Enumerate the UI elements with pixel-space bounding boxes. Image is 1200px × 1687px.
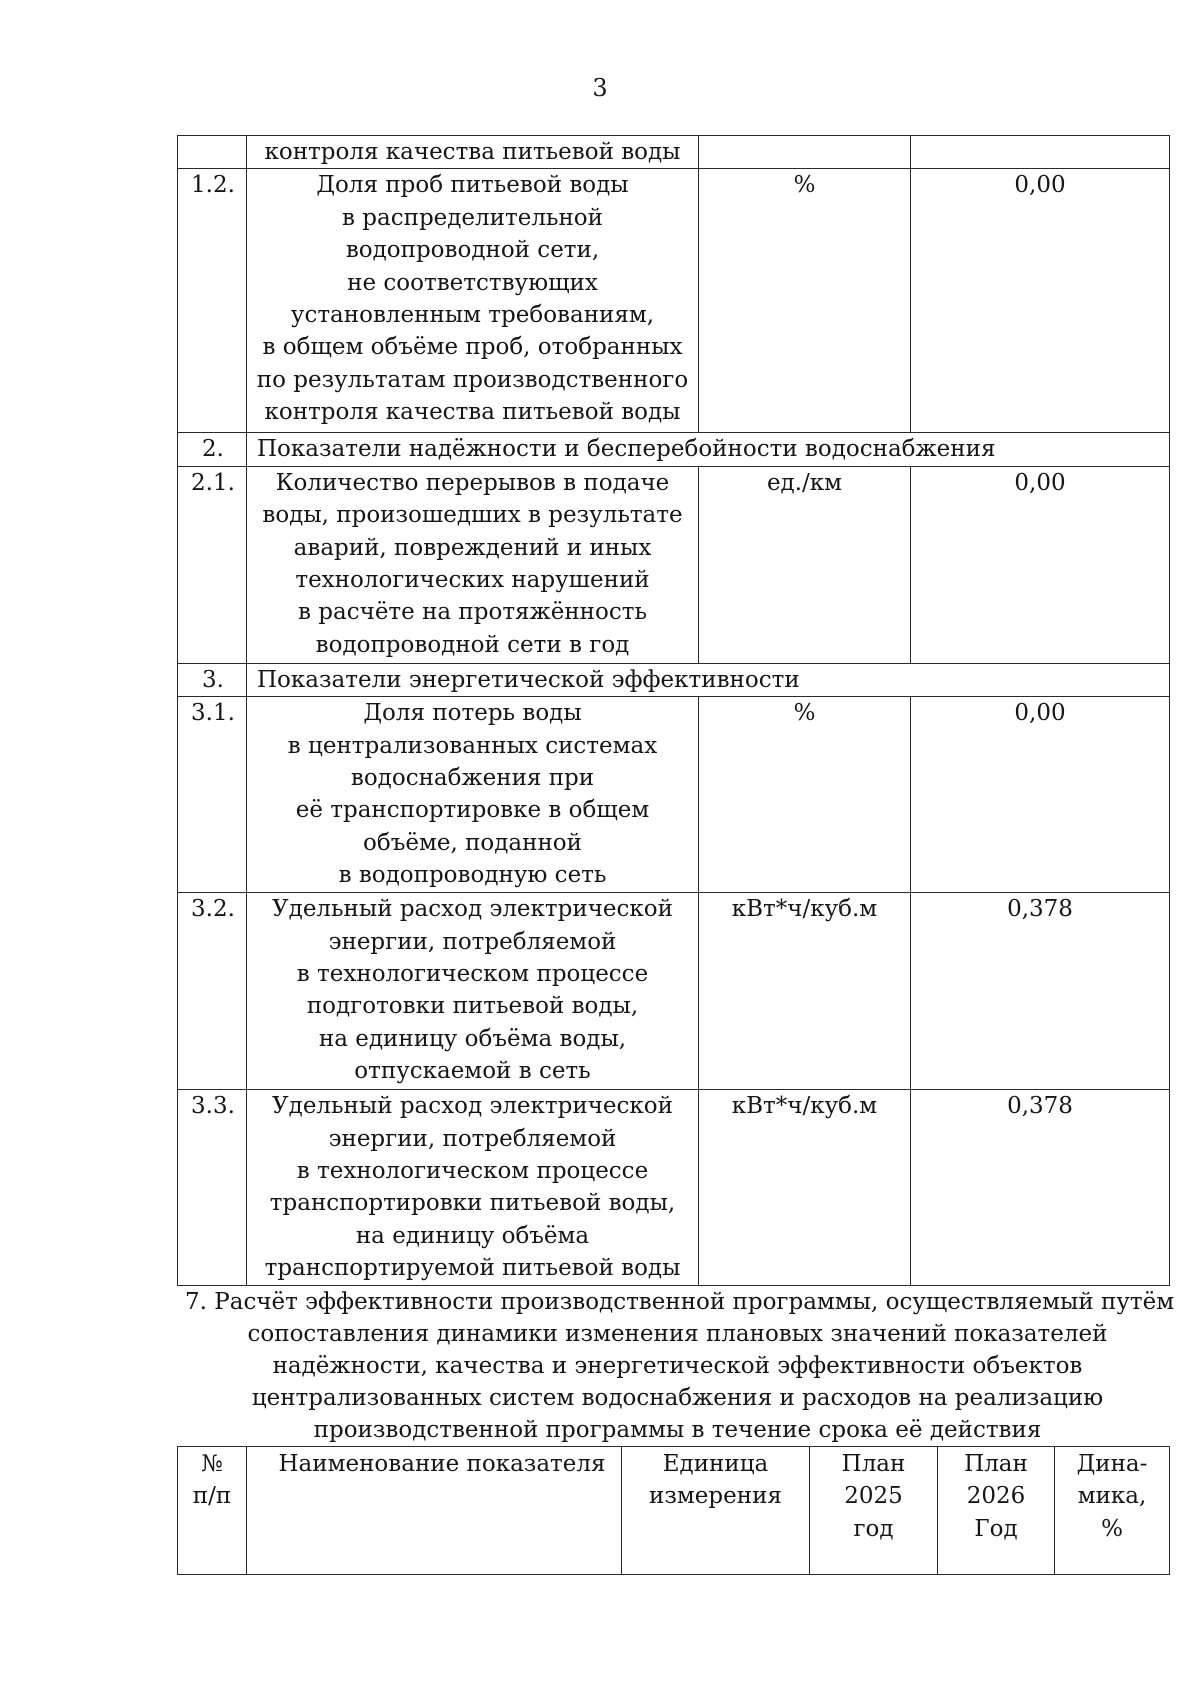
header-indicator-name xyxy=(247,1447,622,1575)
header-plan-2025 xyxy=(810,1447,938,1575)
row-number: 3.2. xyxy=(178,893,247,1090)
header-line: План xyxy=(964,1451,1028,1477)
name-line: не соответствующих xyxy=(347,269,598,296)
unit-cell xyxy=(699,136,911,169)
unit-cell: кВт*ч/куб.м xyxy=(699,1090,911,1286)
header-line: Единица xyxy=(662,1451,769,1477)
table-row xyxy=(178,1090,1170,1286)
unit-cell: ед./км xyxy=(699,466,911,663)
header-line: % xyxy=(1101,1515,1123,1542)
name-line: установленным требованиям, xyxy=(290,302,655,329)
name-line: водопроводной сети, xyxy=(345,237,600,264)
indicator-name xyxy=(247,697,699,893)
indicator-name xyxy=(247,169,699,433)
value-cell: 0,00 xyxy=(911,697,1170,893)
name-line: её транспортировке в общем xyxy=(295,797,650,824)
name-line: отпускаемой в сеть xyxy=(354,1058,591,1085)
row-number: 3.1. xyxy=(178,697,247,893)
name-line: в общем объёме проб, отобранных xyxy=(262,334,683,361)
value-cell: 0,378 xyxy=(911,1090,1170,1286)
value-cell: 0,00 xyxy=(911,466,1170,663)
section-7-heading xyxy=(185,1286,1175,1446)
header-line: измерения xyxy=(649,1483,782,1510)
header-line: мика, xyxy=(1077,1483,1147,1510)
name-line: Доля проб питьевой воды xyxy=(316,172,629,199)
indicators-table-body xyxy=(178,136,1170,1286)
header-line: Дина- xyxy=(1076,1451,1148,1477)
section-number: 3. xyxy=(178,663,247,696)
name-line: в технологическом процессе xyxy=(296,1158,649,1185)
unit-cell: % xyxy=(699,697,911,893)
name-line: воды, произошедших в результате xyxy=(262,502,683,529)
header-unit xyxy=(622,1447,810,1575)
value-cell xyxy=(911,136,1170,169)
name-line: подготовки питьевой воды, xyxy=(306,993,639,1020)
header-dynamics xyxy=(1055,1447,1170,1575)
section-row xyxy=(178,433,1170,466)
section-title: Показатели энергетической эффективности xyxy=(247,663,1170,696)
header-line: План xyxy=(841,1451,906,1477)
heading-line: 7. Расчёт эффективности производственной программы, осуществляемый путём xyxy=(185,1289,1175,1315)
table-row xyxy=(178,136,1170,169)
row-number xyxy=(178,136,247,169)
name-line: в технологическом процессе xyxy=(296,961,649,988)
name-line: Удельный расход электрической xyxy=(272,896,673,923)
name-line: технологических нарушений xyxy=(295,567,650,594)
name-line: энергии, потребляемой xyxy=(328,928,617,955)
name-line: в централизованных системах xyxy=(287,732,658,759)
name-line: в распределительной xyxy=(342,204,603,231)
header-line: 2026 xyxy=(966,1483,1026,1510)
section-number: 2. xyxy=(178,433,247,466)
value-cell: 0,00 xyxy=(911,169,1170,433)
page-number: 3 xyxy=(592,74,608,102)
name-line: Количество перерывов в подаче xyxy=(275,469,670,496)
name-line: на единицу объёма xyxy=(355,1222,590,1249)
header-line: год xyxy=(853,1515,894,1542)
name-line: Удельный расход электрической xyxy=(272,1093,673,1120)
name-line: водоснабжения при xyxy=(350,765,595,792)
header-row xyxy=(178,1447,1170,1575)
name-line: в водопроводную сеть xyxy=(338,862,607,889)
indicator-name xyxy=(247,1090,699,1286)
table-row xyxy=(178,466,1170,663)
indicators-table xyxy=(177,135,1170,1286)
section-row xyxy=(178,663,1170,696)
heading-line: сопоставления динамики изменения плановых значений показателей xyxy=(247,1321,1108,1347)
table-row xyxy=(178,169,1170,433)
name-line: аварий, повреждений и иных xyxy=(293,534,652,561)
efficiency-table xyxy=(177,1446,1170,1575)
name-line: транспортировки питьевой воды, xyxy=(269,1190,676,1217)
name-line: контроля качества питьевой воды xyxy=(264,399,681,426)
name-line: в расчёте на протяжённость xyxy=(298,599,647,626)
name-line: транспортируемой питьевой воды xyxy=(264,1255,681,1282)
indicator-name xyxy=(247,136,699,169)
unit-cell: % xyxy=(699,169,911,433)
header-line: Наименование показателя xyxy=(278,1451,606,1477)
header-plan-2026 xyxy=(938,1447,1055,1575)
heading-line: производственной программы в течение срока её действия xyxy=(313,1417,1042,1443)
header-number xyxy=(178,1447,247,1575)
name-line: контроля качества питьевой воды xyxy=(264,139,681,165)
indicator-name xyxy=(247,893,699,1090)
row-number: 2.1. xyxy=(178,466,247,663)
unit-cell: кВт*ч/куб.м xyxy=(699,893,911,1090)
name-line: энергии, потребляемой xyxy=(328,1125,617,1152)
row-number: 3.3. xyxy=(178,1090,247,1286)
section-title: Показатели надёжности и бесперебойности водоснабжения xyxy=(247,433,1170,466)
name-line: водопроводной сети в год xyxy=(315,631,630,658)
row-number: 1.2. xyxy=(178,169,247,433)
table-row xyxy=(178,697,1170,893)
heading-line: надёжности, качества и энергетической эффективности объектов xyxy=(272,1353,1083,1379)
name-line: на единицу объёма воды, xyxy=(318,1025,627,1052)
name-line: Доля потерь воды xyxy=(363,700,582,727)
indicator-name xyxy=(247,466,699,663)
header-line: п/п xyxy=(192,1483,232,1510)
table-row xyxy=(178,893,1170,1090)
header-line: № xyxy=(201,1451,223,1477)
name-line: объёме, поданной xyxy=(363,829,582,856)
value-cell: 0,378 xyxy=(911,893,1170,1090)
header-line: Год xyxy=(974,1515,1018,1542)
name-line: по результатам производственного xyxy=(256,366,689,393)
heading-line: централизованных систем водоснабжения и расходов на реализацию xyxy=(251,1385,1104,1411)
header-line: 2025 xyxy=(844,1483,903,1510)
